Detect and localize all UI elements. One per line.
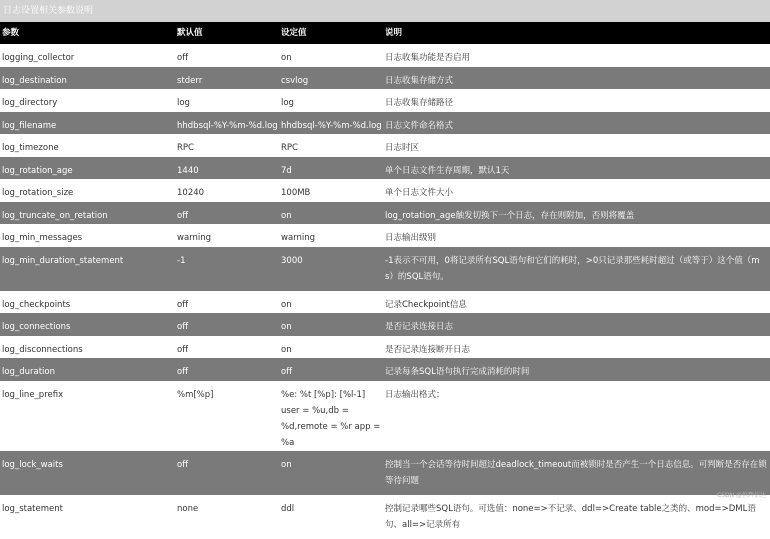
cell-description: 控制当一个会话等待时间超过deadlock_timeout而被锁时是否产生一个日志信息。可判断是否存在锁等待问题 — [383, 451, 770, 495]
cell-setting: warning — [279, 224, 383, 247]
table-row — [0, 381, 770, 451]
cell-default: off — [175, 358, 279, 381]
cell-default: warning — [175, 224, 279, 247]
cell-param: log_min_messages — [0, 224, 175, 247]
cell-description: 日志收集存储路径 — [383, 89, 770, 112]
cell-default: 10240 — [175, 179, 279, 202]
table-row — [0, 336, 770, 359]
cell-description: 日志收集功能是否启用 — [383, 44, 770, 67]
cell-param: log_min_duration_statement — [0, 247, 175, 291]
cell-default: log — [175, 89, 279, 112]
header-setting: 设定值 — [279, 22, 383, 44]
cell-setting: 3000 — [279, 247, 383, 291]
cell-param: log_lock_waits — [0, 451, 175, 495]
cell-default: off — [175, 291, 279, 314]
cell-description: log_rotation_age触发切换下一个日志，存在则附加，否则将覆盖 — [383, 202, 770, 225]
cell-param: log_rotation_age — [0, 157, 175, 180]
watermark: CSDN @恒辉信达 — [717, 490, 766, 499]
cell-description: 日志文件命名格式 — [383, 112, 770, 135]
cell-setting: 7d — [279, 157, 383, 180]
cell-param: log_disconnections — [0, 336, 175, 359]
cell-default: stderr — [175, 67, 279, 90]
cell-setting: log — [279, 89, 383, 112]
cell-default: hhdbsql-%Y-%m-%d.log — [175, 112, 279, 135]
table-header-row — [0, 22, 770, 44]
cell-description: 是否记录连接日志 — [383, 313, 770, 336]
table-row — [0, 179, 770, 202]
cell-param: log_truncate_on_retation — [0, 202, 175, 225]
table-row — [0, 313, 770, 336]
cell-description: 日志时区 — [383, 134, 770, 157]
cell-setting: csvlog — [279, 67, 383, 90]
cell-description: 单个日志文件大小 — [383, 179, 770, 202]
cell-param: log_line_prefix — [0, 381, 175, 451]
table-row — [0, 134, 770, 157]
cell-param: log_destination — [0, 67, 175, 90]
cell-param: log_timezone — [0, 134, 175, 157]
cell-description: 单个日志文件生存周期，默认1天 — [383, 157, 770, 180]
table-row — [0, 358, 770, 381]
cell-default: off — [175, 44, 279, 67]
cell-default: 1440 — [175, 157, 279, 180]
table-row — [0, 495, 770, 539]
cell-setting: %e: %t [%p]: [%l-1] user = %u,db = %d,remote = %r app = %a — [279, 381, 383, 451]
cell-default: off — [175, 202, 279, 225]
cell-description: 记录每条SQL语句执行完成消耗的时间 — [383, 358, 770, 381]
cell-default: %m[%p] — [175, 381, 279, 451]
cell-description: 日志输出级别 — [383, 224, 770, 247]
cell-param: logging_collector — [0, 44, 175, 67]
table-caption: 日志设置相关参数说明 — [0, 0, 770, 22]
cell-param: log_rotation_size — [0, 179, 175, 202]
cell-default: off — [175, 336, 279, 359]
header-default: 默认值 — [175, 22, 279, 44]
table-row — [0, 67, 770, 90]
table-row — [0, 112, 770, 135]
cell-setting: ddl — [279, 495, 383, 539]
parameter-table — [0, 22, 770, 539]
cell-default: -1 — [175, 247, 279, 291]
table-row — [0, 89, 770, 112]
table-row — [0, 451, 770, 495]
cell-description: 记录Checkpoint信息 — [383, 291, 770, 314]
header-param: 参数 — [0, 22, 175, 44]
cell-description: 是否记录连接断开日志 — [383, 336, 770, 359]
cell-setting: on — [279, 336, 383, 359]
table-row — [0, 224, 770, 247]
cell-description: 日志收集存储方式 — [383, 67, 770, 90]
table-row — [0, 44, 770, 67]
cell-param: log_statement — [0, 495, 175, 539]
cell-param: log_connections — [0, 313, 175, 336]
cell-setting: on — [279, 313, 383, 336]
cell-setting: on — [279, 44, 383, 67]
cell-description: 控制记录哪些SQL语句。可选值：none=>不记录、ddl=>Create table之类的、mod=>DML语句、all=>记录所有 — [383, 495, 770, 539]
cell-param: log_checkpoints — [0, 291, 175, 314]
cell-setting: off — [279, 358, 383, 381]
cell-setting: on — [279, 451, 383, 495]
cell-setting: 100MB — [279, 179, 383, 202]
table-row — [0, 202, 770, 225]
cell-setting: hhdbsql-%Y-%m-%d.log — [279, 112, 383, 135]
cell-default: RPC — [175, 134, 279, 157]
cell-setting: on — [279, 291, 383, 314]
cell-default: none — [175, 495, 279, 539]
cell-param: log_directory — [0, 89, 175, 112]
table-row — [0, 247, 770, 291]
cell-default: off — [175, 313, 279, 336]
cell-description: 日志输出格式； — [383, 381, 770, 451]
cell-param: log_duration — [0, 358, 175, 381]
cell-description: -1表示不可用，0将记录所有SQL语句和它们的耗时，>0只记录那些耗时超过（或等于）这个值（ms）的SQL语句。 — [383, 247, 770, 291]
table-row — [0, 157, 770, 180]
cell-setting: RPC — [279, 134, 383, 157]
table-row — [0, 291, 770, 314]
cell-default: off — [175, 451, 279, 495]
header-description: 说明 — [383, 22, 770, 44]
cell-param: log_filename — [0, 112, 175, 135]
cell-setting: on — [279, 202, 383, 225]
